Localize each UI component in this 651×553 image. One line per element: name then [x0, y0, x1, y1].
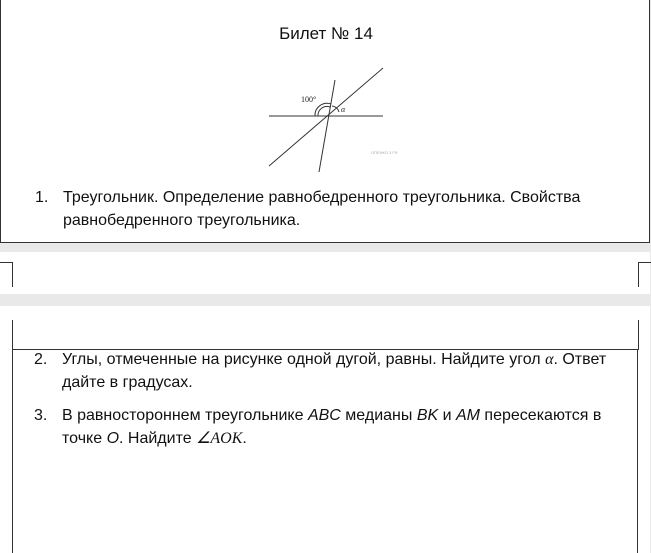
ticket-title: Билет № 14 — [279, 24, 373, 43]
watermark: ОПЕНКО 3 ГФ — [371, 150, 398, 155]
corner-mark-right — [638, 262, 651, 287]
question-1-text: Треугольник. Определение равнобедренного треугольника. Свойства равнобедренного треугольника. — [63, 189, 581, 229]
question-3 — [34, 404, 644, 454]
angle-aok: ∠AOK — [196, 430, 243, 447]
question-3-end: . — [242, 430, 247, 447]
question-1 — [35, 186, 645, 236]
question-3-part4: . Найдите — [119, 430, 197, 447]
diagonal-line — [269, 68, 383, 166]
question-3-part3: пересекаются в точке — [62, 407, 602, 447]
triangle-abc: ABC — [307, 407, 341, 424]
question-3-number: 3. — [34, 407, 48, 424]
page-top — [0, 0, 650, 243]
alpha-symbol: α — [545, 351, 554, 368]
angle-100-label: 100° — [301, 95, 317, 104]
question-3-text — [62, 404, 632, 450]
question-2-text-part1: Углы, отмеченные на рисунке одной дугой, равны. Найдите угол — [62, 351, 546, 368]
lines-figure — [261, 62, 398, 174]
steep-line — [319, 80, 335, 172]
question-3-part1: В равностороннем треугольнике — [62, 407, 308, 424]
median-bk: BK — [416, 407, 439, 424]
point-o: O — [106, 430, 120, 447]
median-am: AM — [455, 407, 480, 424]
corner-mark-right-2 — [638, 320, 651, 350]
alpha-label: α — [341, 105, 346, 114]
question-2 — [34, 348, 644, 398]
corner-mark-left-2 — [0, 320, 13, 350]
question-2-text-part2: . Ответ дайте в градусах. — [62, 351, 607, 391]
question-1-number: 1. — [35, 189, 49, 206]
question-2-text — [62, 348, 632, 394]
page-middle — [0, 252, 650, 294]
question-3-part2: медианы — [340, 407, 417, 424]
corner-mark-left — [0, 262, 13, 287]
question-2-number: 2. — [34, 351, 48, 368]
question-3-and: и — [438, 407, 456, 424]
